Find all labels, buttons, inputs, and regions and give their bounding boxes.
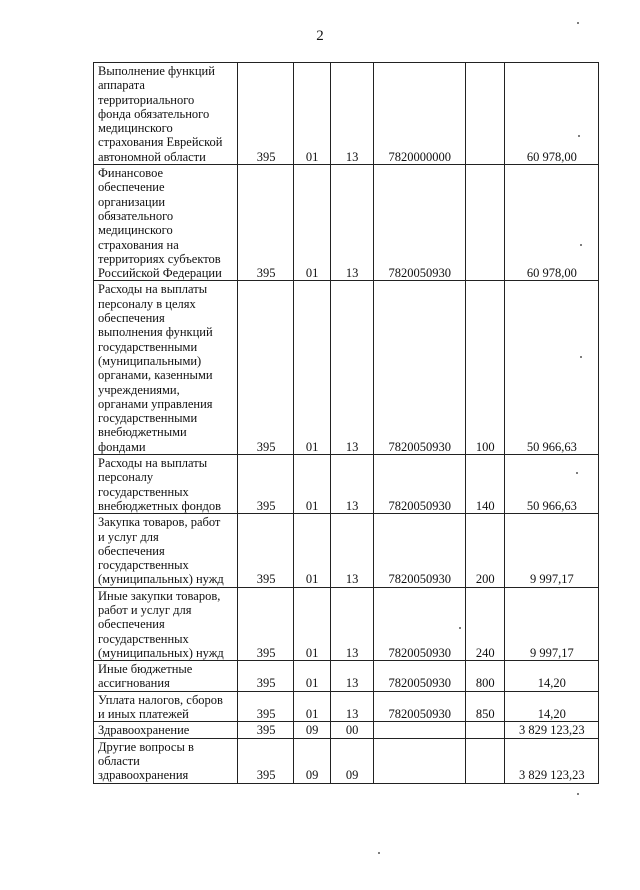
cell-admin-code: 395	[238, 165, 293, 281]
name-line: фондами	[98, 439, 146, 454]
cell-name	[94, 587, 238, 660]
table-row	[94, 587, 599, 660]
cell-amount: 60 978,00	[504, 165, 598, 281]
cell-amount: 9 997,17	[504, 587, 598, 660]
name-line: персоналу в целях	[98, 296, 196, 311]
page-number: 2	[316, 28, 324, 44]
cell-section: 09	[293, 722, 330, 738]
cell-expense-type	[465, 165, 504, 281]
name-line: области	[98, 753, 140, 768]
cell-admin-code: 395	[238, 661, 293, 692]
cell-section: 01	[293, 514, 330, 587]
cell-section: 01	[293, 165, 330, 281]
name-line: органами, казенными	[98, 368, 213, 383]
name-line: государственных	[98, 484, 189, 499]
cell-section: 09	[293, 738, 330, 783]
cell-expense-type	[465, 63, 504, 165]
name-line: обеспечения	[98, 617, 165, 632]
name-line: аппарата	[98, 78, 145, 93]
cell-section: 01	[293, 281, 330, 455]
cell-subsection: 13	[330, 455, 373, 514]
name-line: страхования Еврейской	[98, 135, 223, 150]
table-row	[94, 165, 599, 281]
table-row	[94, 738, 599, 783]
cell-subsection: 13	[330, 661, 373, 692]
cell-admin-code: 395	[238, 281, 293, 455]
cell-admin-code: 395	[238, 738, 293, 783]
table-row	[94, 455, 599, 514]
cell-subsection: 13	[330, 165, 373, 281]
cell-expense-type: 850	[465, 691, 504, 722]
cell-amount: 9 997,17	[504, 514, 598, 587]
name-line: Иные бюджетные	[98, 662, 193, 677]
cell-admin-code: 395	[238, 514, 293, 587]
name-line: обеспечения	[98, 543, 165, 558]
cell-subsection: 09	[330, 738, 373, 783]
table-row	[94, 514, 599, 587]
name-line: Другие вопросы в	[98, 739, 194, 754]
cell-amount: 50 966,63	[504, 455, 598, 514]
cell-section: 01	[293, 455, 330, 514]
cell-section: 01	[293, 691, 330, 722]
name-line: государственных	[98, 558, 189, 573]
cell-expense-type: 800	[465, 661, 504, 692]
cell-expense-type: 100	[465, 281, 504, 455]
cell-target-article: 7820050930	[373, 691, 465, 722]
name-line: выполнения функций	[98, 325, 213, 340]
table-row	[94, 661, 599, 692]
cell-target-article: 7820050930	[373, 281, 465, 455]
name-line: (муниципальных) нужд	[98, 572, 224, 587]
cell-name	[94, 661, 238, 692]
name-line: медицинского	[98, 223, 173, 238]
cell-name	[94, 691, 238, 722]
cell-admin-code: 395	[238, 691, 293, 722]
name-line: страхования на	[98, 237, 179, 252]
cell-section: 01	[293, 661, 330, 692]
cell-expense-type	[465, 738, 504, 783]
cell-amount: 3 829 123,23	[504, 722, 598, 738]
cell-amount: 14,20	[504, 661, 598, 692]
cell-target-article: 7820000000	[373, 63, 465, 165]
name-line: автономной области	[98, 149, 206, 164]
cell-name	[94, 514, 238, 587]
name-line: Иные закупки товаров,	[98, 588, 221, 603]
cell-subsection: 13	[330, 281, 373, 455]
name-line: здравоохранения	[98, 768, 189, 783]
name-line: (муниципальных) нужд	[98, 645, 224, 660]
name-line: работ и услуг для	[98, 602, 192, 617]
name-line: органами управления	[98, 396, 213, 411]
cell-name	[94, 281, 238, 455]
cell-expense-type: 240	[465, 587, 504, 660]
cell-target-article	[373, 722, 465, 738]
cell-expense-type: 140	[465, 455, 504, 514]
name-line: Расходы на выплаты	[98, 456, 208, 471]
name-line: обеспечение	[98, 180, 165, 195]
cell-amount: 60 978,00	[504, 63, 598, 165]
name-line: обеспечения	[98, 311, 165, 326]
cell-target-article	[373, 738, 465, 783]
cell-admin-code: 395	[238, 587, 293, 660]
name-line: территориального	[98, 92, 195, 107]
name-line: Закупка товаров, работ	[98, 515, 221, 530]
name-line: фонда обязательного	[98, 106, 210, 121]
name-line: персоналу	[98, 470, 154, 485]
name-line: государственными	[98, 339, 198, 354]
name-line: Расходы на выплаты	[98, 282, 208, 297]
table-row	[94, 691, 599, 722]
table-row	[94, 281, 599, 455]
cell-expense-type: 200	[465, 514, 504, 587]
cell-amount: 14,20	[504, 691, 598, 722]
name-line: ассигнования	[98, 676, 170, 691]
name-line: Российской Федерации	[98, 266, 222, 281]
cell-section: 01	[293, 587, 330, 660]
cell-name	[94, 738, 238, 783]
name-line: медицинского	[98, 121, 173, 136]
cell-subsection: 13	[330, 514, 373, 587]
name-line: Уплата налогов, сборов	[98, 692, 223, 707]
budget-table	[93, 62, 599, 784]
cell-admin-code: 395	[238, 63, 293, 165]
cell-expense-type	[465, 722, 504, 738]
cell-name	[94, 63, 238, 165]
name-line: государственных	[98, 631, 189, 646]
cell-admin-code: 395	[238, 722, 293, 738]
cell-amount: 50 966,63	[504, 281, 598, 455]
cell-name	[94, 165, 238, 281]
cell-target-article: 7820050930	[373, 165, 465, 281]
budget-table-body	[94, 63, 599, 784]
cell-name	[94, 455, 238, 514]
table-row	[94, 722, 599, 738]
cell-subsection: 13	[330, 587, 373, 660]
name-line: учреждениями,	[98, 382, 180, 397]
cell-section: 01	[293, 63, 330, 165]
cell-target-article: 7820050930	[373, 514, 465, 587]
name-line: Здравоохранение	[98, 723, 190, 738]
cell-subsection: 00	[330, 722, 373, 738]
cell-name	[94, 722, 238, 738]
cell-admin-code: 395	[238, 455, 293, 514]
table-row	[94, 63, 599, 165]
cell-target-article: 7820050930	[373, 455, 465, 514]
name-line: внебюджетных фондов	[98, 498, 222, 513]
name-line: (муниципальными)	[98, 353, 202, 368]
name-line: государственными	[98, 411, 198, 426]
name-line: и иных платежей	[98, 707, 189, 722]
cell-amount: 3 829 123,23	[504, 738, 598, 783]
name-line: Финансовое	[98, 166, 164, 181]
name-line: Выполнение функций	[98, 64, 215, 78]
name-line: территориях субъектов	[98, 251, 221, 266]
name-line: внебюджетными	[98, 425, 187, 440]
cell-target-article: 7820050930	[373, 661, 465, 692]
cell-target-article: 7820050930	[373, 587, 465, 660]
cell-subsection: 13	[330, 691, 373, 722]
name-line: обязательного	[98, 208, 174, 223]
name-line: и услуг для	[98, 529, 159, 544]
name-line: организации	[98, 194, 166, 209]
cell-subsection: 13	[330, 63, 373, 165]
